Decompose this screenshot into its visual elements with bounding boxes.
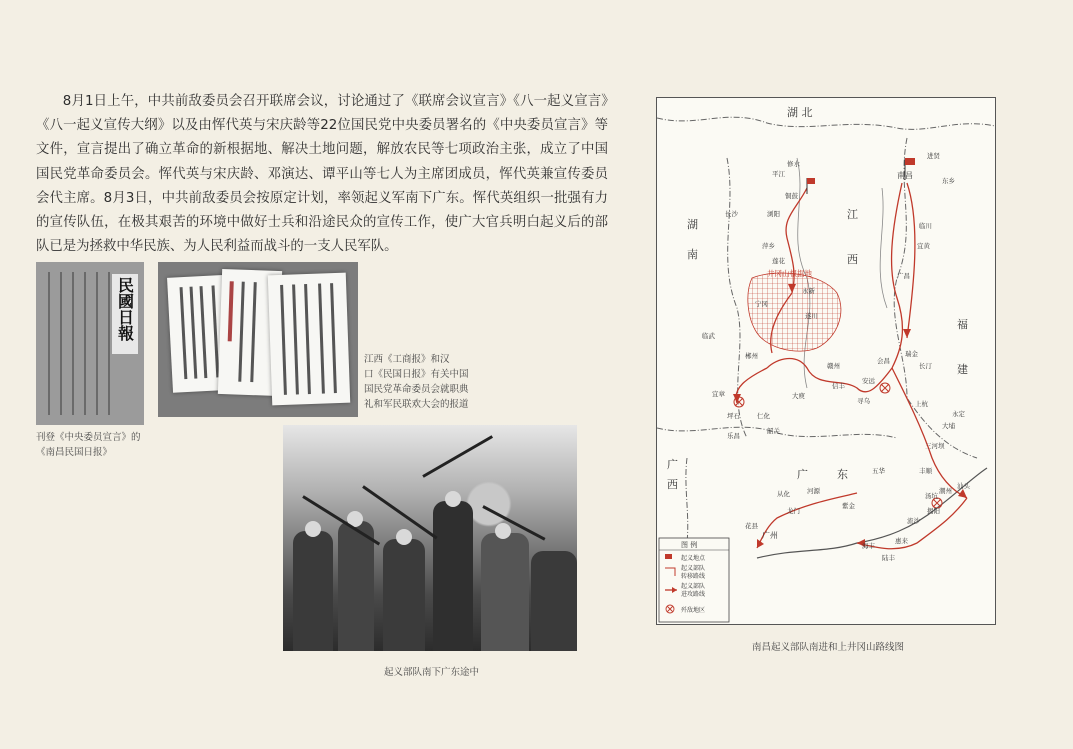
place-changting: 长汀	[919, 362, 932, 370]
jiangxi-label-1: 江	[847, 208, 858, 221]
place-ninggang: 宁冈	[755, 300, 768, 308]
place-liusha: 流沙	[907, 517, 920, 525]
route-map	[656, 97, 996, 625]
place-renhua: 仁化	[757, 412, 770, 420]
map-caption: 南昌起义部队南进和上井冈山路线图	[752, 642, 905, 653]
place-huichang: 会昌	[877, 357, 890, 365]
place-jieyang: 揭阳	[927, 507, 940, 515]
troops-marching-photo	[283, 425, 577, 651]
map-legend	[659, 538, 729, 622]
hunan-label-2: 南	[687, 248, 698, 261]
hubei-label: 湖 北	[787, 106, 813, 119]
legend-item-attack-1: 起义部队	[681, 583, 706, 590]
place-dongxiang: 东乡	[942, 177, 955, 185]
place-anyuan: 安远	[862, 377, 875, 385]
legend-title: 图 例	[681, 541, 698, 549]
legend-item-attack-2: 进攻路线	[681, 591, 706, 598]
place-heyuan: 河源	[807, 487, 820, 495]
place-shanghang: 上杭	[915, 400, 928, 408]
legend-flag-icon	[665, 554, 672, 559]
place-linwu: 临武	[702, 332, 715, 340]
place-conghua: 从化	[777, 490, 790, 498]
guangxi-label-2: 西	[667, 478, 678, 491]
place-yihuang: 宜黄	[917, 242, 930, 250]
place-yizhang: 宜章	[712, 390, 725, 398]
place-lianhua: 莲花	[772, 257, 785, 265]
place-huayuan: 花县	[745, 522, 758, 530]
legend-item-battle: 歼敌地区	[681, 607, 706, 614]
place-chenxian: 郴州	[745, 352, 758, 360]
place-xinfeng: 信丰	[832, 382, 845, 390]
guangdong-label-2: 东	[837, 468, 848, 481]
documents-caption: 江西《工商报》和汉 口《民国日报》有关中国 国民党革命委员会就职典 礼和军民联欢大会的报道	[364, 354, 469, 410]
place-ruijin: 瑞金	[905, 350, 918, 358]
place-tonggu: 铜鼓	[785, 192, 798, 200]
legend-item-transfer-1: 起义部队	[681, 565, 706, 572]
newspaper-documents-photo	[158, 262, 358, 417]
place-haifeng: 海丰	[862, 542, 875, 550]
newspaper-masthead: 民國日報	[112, 274, 138, 354]
fujian-label-2: 建	[957, 363, 968, 376]
legend-item-transfer-2: 转移路线	[681, 573, 706, 580]
jiangxi-label-2: 西	[847, 253, 858, 266]
place-lufeng: 陆丰	[882, 554, 895, 562]
place-fengshun: 丰顺	[919, 467, 932, 475]
guangdong-label-1: 广	[797, 468, 808, 481]
place-shaoguan: 韶关	[767, 427, 780, 435]
jinggangshan-label: 井冈山根据地	[767, 269, 812, 278]
place-ganzhou: 赣州	[827, 362, 840, 370]
place-guangchang: 广昌	[897, 272, 910, 280]
place-pingjiang: 平江	[772, 170, 785, 178]
newspaper-caption: 刊登《中央委员宣言》的 《南昌民国日报》	[36, 432, 141, 458]
place-yongxin: 永新	[802, 287, 815, 295]
place-shantou: 汕头	[957, 482, 970, 490]
place-dayu: 大庾	[792, 392, 805, 400]
place-xunwu: 寻乌	[857, 397, 870, 405]
place-yongding: 永定	[952, 410, 965, 418]
place-changsha: 长沙	[725, 210, 738, 218]
article-paragraph: 8月1日上午，中共前敌委员会召开联席会议，讨论通过了《联席会议宣言》《八一起义宣言》《八一起义宣传大纲》以及由恽代英与宋庆龄等22位国民党中央委员署名的《中央委员宣言》等文件，宣言提出了确立革命的新根据地、解决土地问题，解放农民等七项政治主张，成立了中国国民党革命委员会。恽代英与宋庆龄、邓演达、谭平山等七人为主席团成员，恽代英兼宣传委员会代主席。8月3日，中共前敌委员会按原定计划，率领起义军南下广东。恽代英组织一批强有力的宣传队伍，在极其艰苦的环境中做好士兵和沿途民众的宣传工作，使广大官兵明白起义后的部队已是为拯救中华民族、为人民利益而战斗的一支人民军队。	[36, 94, 608, 255]
legend-item-uprising: 起义地点	[681, 555, 706, 562]
place-jinxian: 进贤	[927, 152, 940, 160]
place-nanchang: 南昌	[897, 171, 913, 180]
place-pingshi: 坪石	[727, 412, 740, 420]
place-pingxiang: 萍乡	[762, 242, 775, 250]
place-lechang: 乐昌	[727, 432, 740, 440]
route-map-svg	[657, 98, 995, 624]
place-chaozhou: 潮州	[939, 487, 952, 495]
place-guangzhou: 广州	[762, 531, 778, 540]
place-xiushui: 修水	[787, 160, 800, 168]
place-wuhua: 五华	[872, 467, 885, 475]
place-tangkeng: 汤坑	[925, 492, 938, 500]
hunan-label-1: 湖	[687, 218, 698, 231]
battle-markers	[734, 383, 942, 508]
fujian-label-1: 福	[957, 318, 968, 331]
other-uprising-flag	[807, 178, 815, 194]
place-huilai: 惠来	[895, 537, 908, 545]
march-caption: 起义部队南下广东途中	[384, 667, 480, 678]
place-zijin: 紫金	[842, 502, 855, 510]
place-suichuan: 遂川	[805, 312, 818, 320]
place-sanheba: 三河坝	[925, 442, 945, 450]
place-longmen: 龙门	[787, 507, 800, 515]
guangxi-label-1: 广	[667, 458, 678, 471]
province-borders	[657, 117, 995, 578]
place-linchuan: 临川	[919, 222, 932, 230]
newspaper-photo	[36, 262, 144, 425]
place-liuyang: 浏阳	[767, 210, 780, 218]
place-dapu: 大埔	[942, 422, 955, 430]
